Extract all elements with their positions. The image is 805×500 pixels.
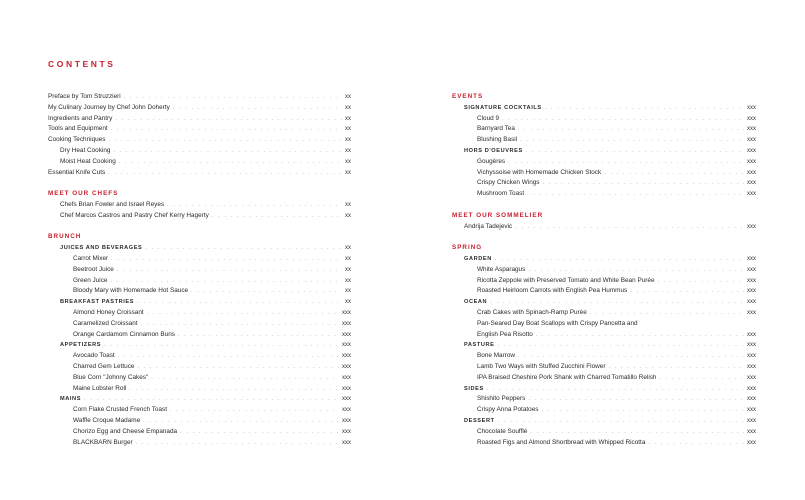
toc-entry[interactable]	[48, 211, 351, 222]
toc-entry[interactable]	[452, 319, 756, 330]
spacer	[48, 178, 351, 189]
entry-label: Bloody Mary with Homemade Hot Sauce	[73, 287, 189, 295]
entry-label: Shishito Peppers	[477, 395, 526, 403]
page-number: xxx	[342, 342, 351, 349]
toc-entry[interactable]	[452, 427, 756, 438]
toc-entry[interactable]	[48, 362, 351, 373]
toc-entry[interactable]	[48, 254, 351, 265]
entry-label: Avocado Toast	[73, 352, 115, 360]
dot-leader	[84, 394, 339, 405]
dot-leader	[495, 254, 744, 265]
spacer	[48, 222, 351, 233]
dot-leader	[541, 405, 744, 416]
dot-leader	[518, 124, 744, 135]
entry-label: Maine Lobster Roll	[73, 384, 127, 392]
dot-leader	[543, 178, 744, 189]
entry-label: Lamb Two Ways with Stuffed Zucchini Flower	[477, 362, 606, 370]
entry-label: MAINS	[60, 396, 82, 403]
toc-entry[interactable]	[452, 373, 756, 384]
dot-leader	[119, 157, 342, 168]
toc-entry[interactable]	[452, 222, 756, 233]
entry-label: Blue Corn "Johnny Cakes"	[73, 373, 149, 381]
entry-label: Chocolate Soufflé	[477, 427, 528, 435]
entry-label: My Culinary Journey by Chef John Doherty	[48, 103, 170, 111]
toc-entry[interactable]	[452, 114, 756, 125]
toc-subsection[interactable]	[452, 297, 756, 308]
entry-label: HORS D'OEUVRES	[464, 147, 523, 154]
dot-leader	[110, 276, 342, 287]
entry-label: Orange Cardamom Cinnamon Buns	[73, 330, 175, 338]
toc-entry[interactable]	[48, 438, 351, 449]
page-number: xxx	[342, 309, 351, 316]
entry-label: Mushroom Toast	[477, 190, 525, 198]
dot-leader	[658, 276, 745, 287]
dot-leader	[124, 92, 342, 103]
toc-entry[interactable]	[48, 373, 351, 384]
page-number: xxx	[747, 374, 756, 381]
page-number: xx	[345, 147, 351, 154]
section-heading: SPRING	[452, 244, 483, 252]
toc-subsection[interactable]	[452, 416, 756, 427]
entry-label: Beetroot Juice	[73, 265, 114, 273]
page-number: xxx	[747, 104, 756, 111]
page-number: xxx	[747, 115, 756, 122]
page-number: xxx	[747, 363, 756, 370]
dot-leader	[173, 103, 342, 114]
entry-label: Cooking Techniques	[48, 136, 106, 144]
dot-leader	[212, 211, 342, 222]
entry-label: Green Juice	[73, 276, 108, 284]
spacer	[452, 232, 756, 243]
section-heading: BRUNCH	[48, 233, 82, 241]
page-number: xxx	[342, 439, 351, 446]
entry-label: Almond Honey Croissant	[73, 308, 144, 316]
page-number: xxx	[747, 277, 756, 284]
entry-label: SIGNATURE COCKTAILS	[464, 104, 542, 111]
page-number: xx	[345, 158, 351, 165]
page-number: xxx	[747, 309, 756, 316]
entry-label: Crispy Chicken Wings	[477, 179, 540, 187]
dot-leader	[118, 351, 339, 362]
toc-entry[interactable]	[48, 114, 351, 125]
dot-leader	[530, 427, 744, 438]
page-number: xxx	[747, 342, 756, 349]
entry-label: SIDES	[464, 385, 484, 392]
dot-leader	[528, 394, 744, 405]
toc-entry[interactable]	[48, 286, 351, 297]
entry-label: Caramelized Croissant	[73, 319, 138, 327]
page-number: xxx	[342, 407, 351, 414]
toc-entry[interactable]	[48, 200, 351, 211]
entry-label: OCEAN	[464, 299, 488, 306]
dot-leader	[137, 362, 339, 373]
toc-entry[interactable]	[48, 319, 351, 330]
entry-label: Blushing Basil	[477, 136, 518, 144]
toc-entry[interactable]	[452, 330, 756, 341]
page-number: xxx	[342, 353, 351, 360]
entry-label: Chorizo Egg and Cheese Empanada	[73, 427, 178, 435]
entry-label: Preface by Tom Struzzieri	[48, 93, 121, 100]
dot-leader	[170, 405, 339, 416]
dot-leader	[129, 384, 339, 395]
entry-label: Crab Cakes with Spinach-Ramp Purée	[477, 308, 587, 316]
toc-entry[interactable]	[48, 92, 351, 103]
dot-leader	[191, 286, 342, 297]
dot-leader	[147, 308, 339, 319]
toc-entry[interactable]	[452, 157, 756, 168]
toc-entry[interactable]	[48, 330, 351, 341]
entry-label: Cloud 9	[477, 114, 500, 122]
section-heading: MEET OUR SOMMELIER	[452, 211, 544, 219]
toc-subsection[interactable]	[452, 103, 756, 114]
toc-entry[interactable]	[48, 351, 351, 362]
page-number: xxx	[747, 288, 756, 295]
entry-label: BREAKFAST PASTRIES	[60, 299, 135, 306]
toc-entry[interactable]	[48, 265, 351, 276]
dot-leader	[502, 114, 744, 125]
dot-leader	[648, 438, 744, 449]
toc-entry[interactable]	[48, 146, 351, 157]
dot-leader	[117, 265, 342, 276]
toc-entry[interactable]	[452, 135, 756, 146]
entry-label: Tools and Equipment	[48, 125, 108, 133]
page-number: xxx	[747, 428, 756, 435]
section-heading: EVENTS	[452, 93, 484, 100]
page-number: xxx	[747, 353, 756, 360]
dot-leader	[630, 286, 744, 297]
entry-label: Carrot Mixer	[73, 254, 109, 262]
page-number: xxx	[342, 374, 351, 381]
dot-leader	[113, 146, 342, 157]
entry-label: Bone Marrow	[477, 352, 516, 360]
toc-entry[interactable]	[48, 168, 351, 179]
page-number: xxx	[342, 320, 351, 327]
entry-label: Chefs Brian Fowler and Israel Reyes	[60, 200, 165, 208]
dot-leader	[180, 427, 339, 438]
page-number: xx	[345, 169, 351, 176]
page-number: xxx	[342, 363, 351, 370]
page-number: xxx	[342, 331, 351, 338]
toc-entry[interactable]	[48, 405, 351, 416]
page-number: xxx	[747, 255, 756, 262]
page-number: xxx	[747, 299, 756, 306]
page-number: xx	[345, 126, 351, 133]
entry-label: Barnyard Tea	[477, 125, 515, 133]
toc-subsection[interactable]	[452, 340, 756, 351]
toc-entry[interactable]	[48, 308, 351, 319]
dot-leader	[590, 308, 744, 319]
page-number: xx	[345, 277, 351, 284]
toc-subsection[interactable]	[452, 146, 756, 157]
toc-entry[interactable]	[452, 124, 756, 135]
toc-entry[interactable]	[48, 157, 351, 168]
dot-leader	[145, 243, 342, 254]
page-number: xx	[345, 137, 351, 144]
dot-leader	[527, 189, 744, 200]
dot-leader	[660, 373, 745, 384]
entry-label: GARDEN	[464, 255, 492, 262]
entry-label: Corn Flake Crusted French Toast	[73, 406, 168, 414]
page-number: xx	[345, 94, 351, 100]
dot-leader	[111, 254, 342, 265]
page-number: xxx	[747, 417, 756, 424]
entry-label: Roasted Figs and Almond Shortbread with Whipped Ricotta	[477, 438, 646, 446]
page-number: xxx	[747, 223, 756, 230]
section-heading: MEET OUR CHEFS	[48, 190, 119, 198]
entry-label: White Asparagus	[477, 265, 526, 273]
page-number: xxx	[747, 385, 756, 392]
toc-entry[interactable]	[452, 405, 756, 416]
toc-entry[interactable]	[452, 394, 756, 405]
page-number: xx	[345, 212, 351, 219]
dot-leader	[490, 297, 744, 308]
dot-leader	[520, 135, 744, 146]
toc-entry[interactable]	[48, 427, 351, 438]
dot-leader	[526, 146, 744, 157]
dot-leader	[137, 297, 342, 308]
toc-subsection[interactable]	[48, 243, 351, 254]
page-number: xxx	[342, 428, 351, 435]
toc-entry[interactable]	[48, 276, 351, 287]
page-number: xx	[345, 245, 351, 252]
dot-leader	[536, 330, 744, 341]
toc-left-column	[48, 92, 351, 448]
dot-leader	[498, 416, 744, 427]
page-number: xxx	[747, 191, 756, 198]
entry-label: PASTURE	[464, 342, 495, 349]
toc-entry[interactable]	[452, 265, 756, 276]
entry-label: Charred Gem Lettuce	[73, 362, 135, 370]
page-number: xxx	[747, 331, 756, 338]
toc-entry[interactable]	[48, 124, 351, 135]
entry-label: JUICES AND BEVERAGES	[60, 245, 143, 252]
page-title: CONTENTS	[48, 59, 116, 69]
page-number: xxx	[747, 180, 756, 187]
spacer	[452, 200, 756, 211]
toc-subsection[interactable]	[48, 297, 351, 308]
toc-entry[interactable]	[452, 438, 756, 449]
dot-leader	[141, 319, 339, 330]
dot-leader	[151, 373, 339, 384]
dot-leader	[528, 265, 744, 276]
dot-leader	[108, 168, 342, 179]
toc-entry[interactable]	[48, 384, 351, 395]
page-number: xxx	[747, 169, 756, 176]
entry-label: Essential Knife Cuts	[48, 168, 106, 176]
dot-leader	[136, 438, 339, 449]
page-number: xxx	[747, 147, 756, 154]
entry-label: IPA Braised Cheshire Pork Shank with Charred Tomatillo Relish	[477, 373, 657, 381]
page-number: xxx	[342, 396, 351, 403]
toc-entry[interactable]	[452, 178, 756, 189]
entry-label: Gougères	[477, 157, 506, 165]
toc-entry[interactable]	[48, 135, 351, 146]
dot-leader	[508, 157, 744, 168]
entry-label: Chef Marcos Castros and Pastry Chef Kerry Hagerty	[60, 211, 209, 219]
toc-entry[interactable]	[452, 362, 756, 373]
toc-entry[interactable]	[452, 286, 756, 297]
page-number: xx	[345, 266, 351, 273]
toc-entry[interactable]	[452, 189, 756, 200]
page-number: xx	[345, 115, 351, 122]
entry-label: Roasted Heirloom Carrots with English Pea Hummus	[477, 287, 628, 295]
page-number: xxx	[747, 137, 756, 144]
toc-subsection[interactable]	[452, 384, 756, 395]
toc-entry[interactable]	[452, 308, 756, 319]
dot-leader	[115, 114, 342, 125]
entry-label: Andrija Tadejevic	[464, 222, 513, 230]
page-number: xxx	[747, 158, 756, 165]
dot-leader	[498, 340, 744, 351]
entry-label: Crispy Anna Potatoes	[477, 406, 539, 414]
dot-leader	[545, 103, 744, 114]
entry-label: BLACKBARN Burger	[73, 438, 133, 446]
toc-right-column	[452, 92, 756, 448]
toc-entry[interactable]	[452, 276, 756, 287]
dot-leader	[143, 416, 339, 427]
page-number: xx	[345, 288, 351, 295]
dot-leader	[518, 351, 744, 362]
dot-leader	[104, 340, 339, 351]
entry-label: APPETIZERS	[60, 342, 102, 349]
toc-entry[interactable]	[48, 416, 351, 427]
entry-label: Moist Heat Cooking	[60, 157, 116, 165]
dot-leader	[515, 222, 744, 233]
toc-subsection[interactable]	[48, 394, 351, 405]
page-number: xx	[345, 299, 351, 306]
dot-leader	[608, 362, 744, 373]
toc-entry[interactable]	[48, 103, 351, 114]
page-number: xxx	[747, 396, 756, 403]
toc-subsection[interactable]	[452, 254, 756, 265]
page-number: xx	[345, 104, 351, 111]
toc-entry[interactable]	[452, 351, 756, 362]
dot-leader	[178, 330, 339, 341]
dot-leader	[167, 200, 342, 211]
entry-label: DESSERT	[464, 417, 495, 424]
dot-leader	[604, 168, 744, 179]
page-number: xxx	[747, 126, 756, 133]
page-number: xxx	[342, 385, 351, 392]
page-number: xxx	[747, 439, 756, 446]
entry-label: English Pea Risotto	[477, 330, 533, 338]
entry-label: Pan-Seared Day Boat Scallops with Crispy Pancetta and	[477, 319, 638, 327]
page-number: xx	[345, 201, 351, 208]
page-number: xx	[345, 255, 351, 262]
entry-label: Dry Heat Cooking	[60, 146, 111, 154]
dot-leader	[108, 135, 342, 146]
dot-leader	[487, 384, 744, 395]
entry-label: Ingredients and Pantry	[48, 114, 113, 122]
toc-entry[interactable]	[452, 168, 756, 179]
page-number: xxx	[342, 417, 351, 424]
entry-label: Waffle Croque Madame	[73, 416, 141, 424]
dot-leader	[111, 124, 342, 135]
page-number: xxx	[747, 266, 756, 273]
page-number: xxx	[747, 407, 756, 414]
entry-label: Vichyssoise with Homemade Chicken Stock	[477, 168, 602, 176]
toc-subsection[interactable]	[48, 340, 351, 351]
entry-label: Ricotta Zeppole with Preserved Tomato and White Bean Purée	[477, 276, 655, 284]
